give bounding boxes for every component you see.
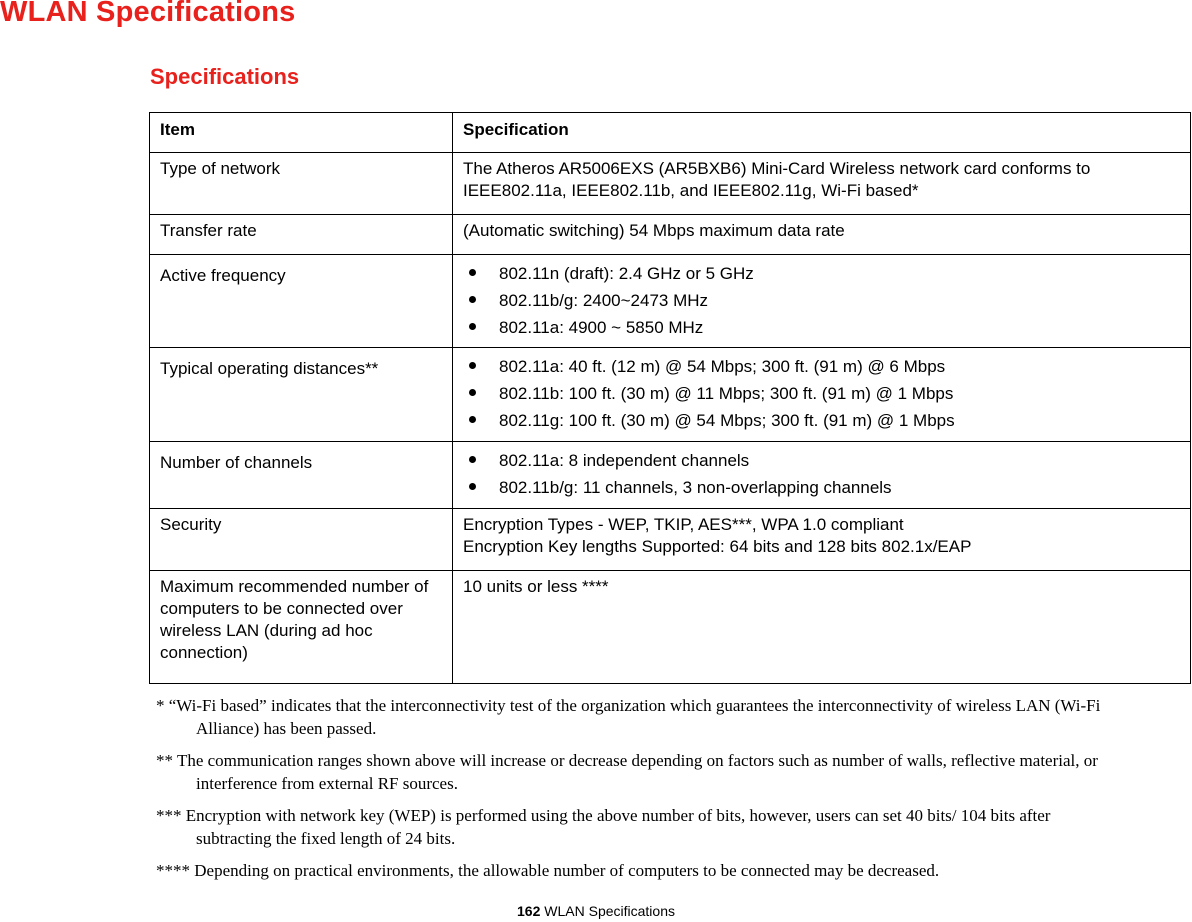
footnote: *** Encryption with network key (WEP) is performed using the above number of bits, however, users can set 40 bits/ 104 bits after subtracting the fixed length of 24 bits. <box>156 806 1051 848</box>
list-item: 802.11a: 4900 ~ 5850 MHz <box>499 314 1182 341</box>
row-item: Number of channels <box>150 442 453 509</box>
list-item: 802.11a: 40 ft. (12 m) @ 54 Mbps; 300 ft. (91 m) @ 6 Mbps <box>499 353 1182 380</box>
row-spec <box>453 215 1191 255</box>
list-item: 802.11a: 8 independent channels <box>499 447 1182 474</box>
row-item: Active frequency <box>150 255 453 348</box>
section-title: Specifications <box>150 64 300 89</box>
footnotes <box>156 694 1116 891</box>
row-spec <box>453 153 1191 215</box>
row-item: Transfer rate <box>150 215 453 255</box>
table-row <box>150 153 1191 215</box>
table-row <box>150 571 1191 684</box>
table-row <box>150 348 1191 442</box>
spec-line: IEEE802.11a, IEEE802.11b, and IEEE802.11g, Wi-Fi based* <box>463 181 919 200</box>
list-item: 802.11n (draft): 2.4 GHz or 5 GHz <box>499 260 1182 287</box>
row-spec <box>453 509 1191 571</box>
row-item: Maximum recommended number of computers to be connected over wireless LAN (during ad hoc connection) <box>150 571 453 684</box>
footnote: * “Wi-Fi based” indicates that the interconnectivity test of the organization which guarantees the interconnectivity of wireless LAN (Wi-Fi Alliance) has been passed. <box>156 696 1101 738</box>
header-item: Item <box>150 113 453 153</box>
table-row <box>150 442 1191 509</box>
page-number: 162 <box>517 903 541 919</box>
spec-line: Encryption Key lengths Supported: 64 bits and 128 bits 802.1x/EAP <box>463 537 972 556</box>
spec-line: The Atheros AR5006EXS (AR5BXB6) Mini-Card Wireless network card conforms to <box>463 159 1091 178</box>
table-row <box>150 509 1191 571</box>
row-item: Security <box>150 509 453 571</box>
bullet-list <box>463 353 1182 434</box>
table-row <box>150 255 1191 348</box>
footnote: ** The communication ranges shown above will increase or decrease depending on factors such as number of walls, reflective material, or interference from external RF sources. <box>156 751 1098 793</box>
spec-line: Encryption Types - WEP, TKIP, AES***, WPA 1.0 compliant <box>463 515 904 534</box>
footer-label: WLAN Specifications <box>544 903 675 919</box>
row-item: Type of network <box>150 153 453 215</box>
row-item: Typical operating distances** <box>150 348 453 442</box>
page-title: WLAN Specifications <box>0 0 296 28</box>
row-spec <box>453 255 1191 348</box>
row-spec <box>453 442 1191 509</box>
list-item: 802.11b: 100 ft. (30 m) @ 11 Mbps; 300 ft. (91 m) @ 1 Mbps <box>499 380 1182 407</box>
footnote: **** Depending on practical environments, the allowable number of computers to be connected may be decreased. <box>156 861 940 880</box>
row-spec <box>453 348 1191 442</box>
table-row <box>150 215 1191 255</box>
table-header-row <box>150 113 1191 153</box>
list-item: 802.11b/g: 2400~2473 MHz <box>499 287 1182 314</box>
list-item: 802.11g: 100 ft. (30 m) @ 54 Mbps; 300 ft. (91 m) @ 1 Mbps <box>499 407 1182 434</box>
list-item: 802.11b/g: 11 channels, 3 non-overlapping channels <box>499 474 1182 501</box>
bullet-list <box>463 260 1182 341</box>
header-specification: Specification <box>453 113 1191 153</box>
page-footer <box>0 903 1192 919</box>
spec-line: 10 units or less **** <box>463 577 609 596</box>
row-spec <box>453 571 1191 684</box>
bullet-list <box>463 447 1182 501</box>
spec-line: (Automatic switching) 54 Mbps maximum data rate <box>463 221 845 240</box>
specifications-table <box>149 112 1191 684</box>
